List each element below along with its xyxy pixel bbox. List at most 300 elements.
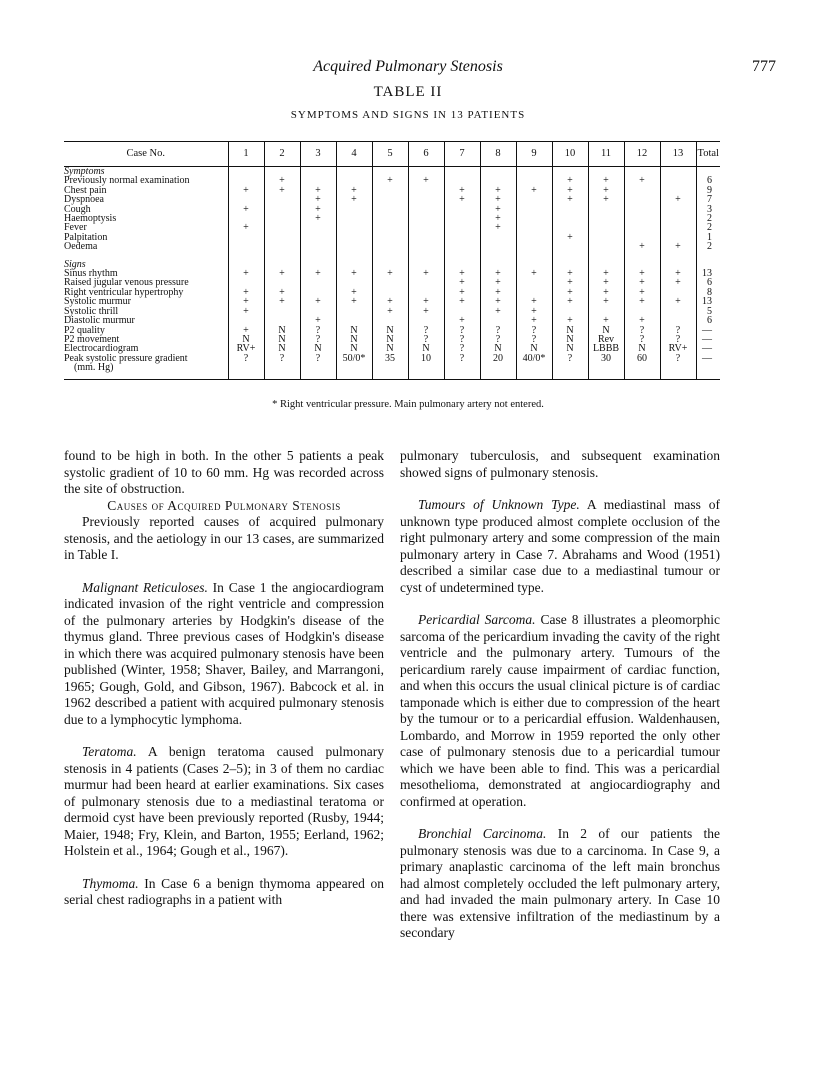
row-label-text: Oedema xyxy=(64,241,98,253)
table-title: TABLE II xyxy=(373,84,443,100)
table-cell xyxy=(588,205,624,214)
row-label-text: Previously normal examination xyxy=(64,175,190,187)
table-cell xyxy=(660,176,696,185)
row-label-text: Electrocardiogram xyxy=(64,343,139,355)
table-cell: + xyxy=(516,307,552,316)
table-cell: + xyxy=(408,297,444,306)
empty-cell xyxy=(228,252,264,260)
table-cell: + xyxy=(408,307,444,316)
table-row xyxy=(64,195,720,204)
table-header-row xyxy=(64,142,720,167)
paragraph xyxy=(64,744,384,860)
table-cell: + xyxy=(624,288,660,297)
table-cell: + xyxy=(552,195,588,204)
table-cell: + xyxy=(444,288,480,297)
empty-cell xyxy=(408,252,444,260)
empty-cell xyxy=(336,252,372,260)
table-cell xyxy=(228,242,264,251)
table-cell: + xyxy=(660,297,696,306)
table-cell xyxy=(408,214,444,223)
table-cell xyxy=(660,214,696,223)
table-cell: + xyxy=(264,297,300,306)
table-cell: N xyxy=(408,344,444,353)
table-cell: ? xyxy=(228,354,264,379)
table-cell: ? xyxy=(660,326,696,335)
table-cell: ? xyxy=(480,326,516,335)
table-cell: ? xyxy=(444,344,480,353)
table-cell xyxy=(408,233,444,242)
table-cell xyxy=(336,214,372,223)
table-cell: 10 xyxy=(408,354,444,379)
table-cell: + xyxy=(660,195,696,204)
table-cell: ? xyxy=(408,326,444,335)
table-cell xyxy=(372,223,408,232)
table-cell: N xyxy=(624,344,660,353)
total-cell: — xyxy=(696,326,720,335)
symptoms-signs-table xyxy=(64,141,720,380)
table-cell: N xyxy=(372,344,408,353)
table-cell xyxy=(372,242,408,251)
row-label-unit: (mm. Hg) xyxy=(74,362,114,374)
table-cell xyxy=(408,186,444,195)
row-label-text: Peak systolic pressure gradient xyxy=(64,352,188,364)
table-cell xyxy=(372,186,408,195)
table-cell xyxy=(516,242,552,251)
table-cell: ? xyxy=(660,335,696,344)
paragraph: Previously reported causes of acquired pulmonary stenosis, and the aetiology in our 13 cases, are summarized in Table I. xyxy=(64,514,384,562)
empty-cell xyxy=(552,252,588,260)
table-cell xyxy=(228,233,264,242)
table-cell: + xyxy=(264,269,300,278)
table-cell: + xyxy=(480,297,516,306)
empty-cell xyxy=(624,252,660,260)
table-cell xyxy=(372,205,408,214)
table-cell xyxy=(516,233,552,242)
paragraph-heading: Thymoma. xyxy=(82,875,139,891)
row-label-text: Fever xyxy=(64,222,87,234)
row-label-text: Dyspnoea xyxy=(64,194,104,206)
table-cell xyxy=(444,233,480,242)
table-cell: 20 xyxy=(480,354,516,379)
table-cell: + xyxy=(588,176,624,185)
table-cell xyxy=(552,205,588,214)
empty-cell xyxy=(64,252,228,260)
column-header: 8 xyxy=(480,142,516,167)
table-cell: + xyxy=(300,186,336,195)
table-cell: + xyxy=(516,297,552,306)
table-cell: + xyxy=(228,186,264,195)
table-cell: + xyxy=(228,205,264,214)
paragraph xyxy=(64,580,384,729)
paragraph-text: Case 8 illustrates a pleomorphic sarcoma of the pericardium invading the cavity of the right ventricle and the pulmonary artery. Tumours of the pericardium rarely cause impairment of cardiac function, and when this occurs the usual clinical picture is of cardiac tamponade which is either due to compression of the heart by the tumour or to a pericardial effusion. Waldenhausen, Lombardo, and Morrow in 1959 reported the only other case of pulmonary stenosis due to a pericardial tumour which we have been able to find. This was a pericardial mesothelioma, demonstrated at angiocardiography and confirmed at operation. xyxy=(400,612,721,809)
paragraph xyxy=(64,876,384,909)
table-cell: + xyxy=(228,223,264,232)
section-label: Symptoms xyxy=(64,166,105,177)
table-cell: + xyxy=(336,297,372,306)
table-cell xyxy=(444,205,480,214)
table-row xyxy=(64,214,720,223)
table-cell: N xyxy=(552,335,588,344)
total-cell: 8 xyxy=(696,288,720,297)
total-cell: 6 xyxy=(696,316,720,325)
row-label xyxy=(64,242,228,251)
table-cell: + xyxy=(372,307,408,316)
table-cell: ? xyxy=(660,354,696,379)
table-cell: + xyxy=(552,297,588,306)
column-header: 5 xyxy=(372,142,408,167)
table-cell xyxy=(264,242,300,251)
row-label-text: Systolic murmur xyxy=(64,296,131,308)
table-cell xyxy=(552,214,588,223)
table-cell: + xyxy=(552,176,588,185)
table-cell xyxy=(264,214,300,223)
table-cell xyxy=(408,278,444,287)
row-label-text: Systolic thrill xyxy=(64,305,119,317)
table-cell xyxy=(660,205,696,214)
table-cell: ? xyxy=(516,326,552,335)
empty-cell xyxy=(444,167,480,177)
table-row xyxy=(64,307,720,316)
table-row xyxy=(64,233,720,242)
row-label xyxy=(64,354,228,379)
table-cell xyxy=(624,195,660,204)
row-label-text: Haemoptysis xyxy=(64,213,117,225)
column-header: 2 xyxy=(264,142,300,167)
table-cell xyxy=(264,233,300,242)
column-header: 1 xyxy=(228,142,264,167)
table-cell: + xyxy=(552,288,588,297)
empty-cell xyxy=(300,167,336,177)
table-cell: RV+ xyxy=(228,344,264,353)
total-cell: 9 xyxy=(696,186,720,195)
table-cell: ? xyxy=(624,335,660,344)
table-row xyxy=(64,354,720,379)
table-cell: + xyxy=(300,214,336,223)
table-cell: + xyxy=(444,186,480,195)
paragraph xyxy=(400,497,720,596)
table-cell: 30 xyxy=(588,354,624,379)
paragraph-text: In 2 of our patients the pulmonary stenosis was due to a carcinoma. In Case 9, a primary anaplastic carcinoma of the left main bronchus had almost completely occluded the left pulmonary artery, and had invaded the main pulmonary artery. In Case 10 there was extensive infiltration of the mediastinum by a secondary xyxy=(400,826,720,940)
column-header: Total xyxy=(696,142,720,167)
page-number: 777 xyxy=(752,58,776,75)
paragraph-text: A mediastinal mass of unknown type produced almost complete occlusion of the right pulmonary artery and some compression of the main pulmonary artery in Case 7. Abrahams and Wood (1951) described a similar case due to a mediastinal tumour or cyst of undetermined type. xyxy=(400,497,720,595)
row-label xyxy=(64,214,228,223)
table-cell: ? xyxy=(408,335,444,344)
empty-cell xyxy=(300,252,336,260)
table-cell: 35 xyxy=(372,354,408,379)
table-cell xyxy=(624,205,660,214)
column-header: 11 xyxy=(588,142,624,167)
table-cell xyxy=(300,223,336,232)
table-cell: + xyxy=(552,278,588,287)
table-cell: + xyxy=(624,297,660,306)
table-cell: N xyxy=(552,344,588,353)
column-header-case-no: Case No. xyxy=(64,142,228,167)
empty-cell xyxy=(480,167,516,177)
total-cell: 3 xyxy=(696,205,720,214)
empty-cell xyxy=(372,252,408,260)
column-header: 6 xyxy=(408,142,444,167)
table-row xyxy=(64,223,720,232)
table-cell: ? xyxy=(552,354,588,379)
table-cell xyxy=(372,195,408,204)
table-cell: ? xyxy=(444,326,480,335)
table-cell: + xyxy=(588,195,624,204)
paragraph-heading: Tumours of Unknown Type. xyxy=(418,497,580,512)
table-cell: N xyxy=(588,326,624,335)
table-cell xyxy=(408,242,444,251)
paragraph-text: In Case 6 a benign thymoma appeared on serial chest radiographs in a patient with xyxy=(64,875,384,907)
table-cell xyxy=(516,278,552,287)
empty-cell xyxy=(444,252,480,260)
table-cell: + xyxy=(300,269,336,278)
table-cell xyxy=(444,242,480,251)
table-cell: 40/0* xyxy=(516,354,552,379)
table-cell: N xyxy=(264,326,300,335)
table-cell: N xyxy=(516,344,552,353)
table-cell: N xyxy=(372,326,408,335)
table-cell: + xyxy=(588,269,624,278)
table-cell xyxy=(264,223,300,232)
table-cell: N xyxy=(336,326,372,335)
table-cell: + xyxy=(588,288,624,297)
column-header: 10 xyxy=(552,142,588,167)
table-cell: N xyxy=(264,335,300,344)
empty-cell xyxy=(480,252,516,260)
table-cell: + xyxy=(480,223,516,232)
table-cell: + xyxy=(480,205,516,214)
row-label-text: P2 quality xyxy=(64,324,105,336)
total-cell: 5 xyxy=(696,307,720,316)
table-cell: + xyxy=(228,288,264,297)
table-cell: + xyxy=(552,316,588,325)
table-cell: N xyxy=(300,344,336,353)
total-cell: — xyxy=(696,354,720,379)
column-header: 13 xyxy=(660,142,696,167)
paragraph xyxy=(400,612,720,810)
table-cell xyxy=(408,195,444,204)
table-cell: + xyxy=(444,269,480,278)
table-cell xyxy=(336,223,372,232)
table-cell: + xyxy=(300,316,336,325)
table-cell xyxy=(516,195,552,204)
column-header: 9 xyxy=(516,142,552,167)
table-row xyxy=(64,242,720,251)
table-cell: + xyxy=(588,278,624,287)
table-cell: Rev xyxy=(588,335,624,344)
table-cell xyxy=(300,278,336,287)
row-label-text: Cough xyxy=(64,203,91,215)
empty-cell xyxy=(696,252,720,260)
column-header: 7 xyxy=(444,142,480,167)
table-cell: + xyxy=(372,176,408,185)
table-cell: + xyxy=(228,269,264,278)
table-cell: + xyxy=(516,269,552,278)
table-cell: 50/0* xyxy=(336,354,372,379)
empty-cell xyxy=(264,252,300,260)
table-cell: ? xyxy=(516,335,552,344)
column-header: 12 xyxy=(624,142,660,167)
total-cell: 6 xyxy=(696,176,720,185)
table-cell: + xyxy=(624,316,660,325)
table-cell xyxy=(516,214,552,223)
paragraph-heading: Pericardial Sarcoma. xyxy=(418,612,536,627)
table-cell: + xyxy=(228,326,264,335)
table-cell xyxy=(264,307,300,316)
empty-cell xyxy=(336,167,372,177)
table-cell: + xyxy=(660,278,696,287)
table-cell: + xyxy=(624,176,660,185)
table-cell xyxy=(444,223,480,232)
total-cell: 2 xyxy=(696,214,720,223)
table-cell: + xyxy=(480,214,516,223)
table-cell: ? xyxy=(264,354,300,379)
table-cell: + xyxy=(588,297,624,306)
total-cell: 13 xyxy=(696,297,720,306)
row-label-text: Diastolic murmur xyxy=(64,315,135,327)
table-cell: + xyxy=(480,195,516,204)
table-cell: N xyxy=(228,335,264,344)
table-cell: ? xyxy=(480,335,516,344)
table-cell xyxy=(552,242,588,251)
table-cell xyxy=(264,195,300,204)
paragraph-text: In Case 1 the angiocardiogram indicated invasion of the right ventricle and compression of the pulmonary arteries by Hodgkin's disease of the thymus gland. Three previous cases of Hodgkin's disease in which there was acquired pulmonary stenosis have been published (Winter, 1958; Shaver, Bailey, and Marrangoni, 1965; Gough, Gold, and Gibson, 1967). Babcock et al. in 1962 described a patient with acquired pulmonary stenosis due to a lymphocytic lymphoma. xyxy=(64,579,384,727)
table-cell: LBBB xyxy=(588,344,624,353)
table-cell xyxy=(588,223,624,232)
table-cell xyxy=(408,205,444,214)
table-cell: + xyxy=(444,316,480,325)
table-cell: + xyxy=(408,176,444,185)
table-cell: + xyxy=(444,278,480,287)
table-cell xyxy=(480,242,516,251)
table-cell: N xyxy=(372,335,408,344)
table-cell: N xyxy=(336,344,372,353)
table-cell: + xyxy=(660,242,696,251)
table-cell xyxy=(336,205,372,214)
section-heading: Causes of Acquired Pulmonary Stenosis xyxy=(107,497,341,513)
table-cell: + xyxy=(624,269,660,278)
table-cell xyxy=(624,223,660,232)
total-cell: 7 xyxy=(696,195,720,204)
table-cell xyxy=(372,278,408,287)
table-cell: + xyxy=(444,195,480,204)
empty-cell xyxy=(660,252,696,260)
table-cell: + xyxy=(336,195,372,204)
section-label: Signs xyxy=(64,258,86,270)
empty-cell xyxy=(516,252,552,260)
paragraph-text: A benign teratoma caused pulmonary stenosis in 4 patients (Cases 2–5); in 3 of them no cardiac murmur had been heard at earlier examinations. Six cases of pulmonary stenosis due to a mediastinal teratoma or dermoid cyst have been previously reported (Rusby, 1944; Maier, 1948; Fry, Klein, and Barton, 1955; Eerland, 1962; Holstein et al., 1964; Gough et al., 1967). xyxy=(64,744,384,858)
table-cell: + xyxy=(516,316,552,325)
total-cell: 13 xyxy=(696,269,720,278)
row-label-text: Palpitation xyxy=(64,231,108,243)
table-cell: + xyxy=(336,186,372,195)
paragraph xyxy=(400,826,720,942)
row-label-text: Sinus rhythm xyxy=(64,268,118,280)
table-cell: + xyxy=(624,242,660,251)
table-cell: ? xyxy=(444,354,480,379)
table-cell: + xyxy=(444,297,480,306)
column-header: 3 xyxy=(300,142,336,167)
table-cell: + xyxy=(480,278,516,287)
table-cell: + xyxy=(372,297,408,306)
table-cell: N xyxy=(480,344,516,353)
paragraph-heading: Teratoma. xyxy=(82,744,137,759)
running-title: Acquired Pulmonary Stenosis xyxy=(313,58,503,75)
right-column xyxy=(400,448,720,942)
table-cell: N xyxy=(336,335,372,344)
table-cell: + xyxy=(588,186,624,195)
table-cell: + xyxy=(300,195,336,204)
table-cell: ? xyxy=(300,354,336,379)
table-cell xyxy=(660,307,696,316)
table-row xyxy=(64,176,720,185)
table-cell xyxy=(336,242,372,251)
table-row xyxy=(64,205,720,214)
empty-cell xyxy=(660,167,696,177)
row-label-text: P2 movement xyxy=(64,333,120,345)
table-cell: + xyxy=(480,288,516,297)
table-cell: + xyxy=(480,269,516,278)
table-cell: + xyxy=(552,233,588,242)
table-cell: ? xyxy=(300,326,336,335)
table-cell xyxy=(300,242,336,251)
table-cell xyxy=(372,233,408,242)
table-cell: 60 xyxy=(624,354,660,379)
table-cell: + xyxy=(480,307,516,316)
table-cell: + xyxy=(552,186,588,195)
table-cell: + xyxy=(264,176,300,185)
empty-cell xyxy=(588,252,624,260)
paragraph-heading: Malignant Reticuloses. xyxy=(82,579,208,595)
empty-cell xyxy=(516,167,552,177)
table-cell: + xyxy=(336,269,372,278)
total-cell: 6 xyxy=(696,278,720,287)
total-cell: 1 xyxy=(696,233,720,242)
table-subtitle: SYMPTOMS AND SIGNS IN 13 PATIENTS xyxy=(290,109,526,121)
table-cell: N xyxy=(552,326,588,335)
column-header: 4 xyxy=(336,142,372,167)
table-cell xyxy=(336,307,372,316)
table-cell: + xyxy=(516,186,552,195)
table-cell xyxy=(516,205,552,214)
table-cell xyxy=(624,186,660,195)
table-cell: RV+ xyxy=(660,344,696,353)
table-cell xyxy=(336,233,372,242)
table-cell: + xyxy=(264,288,300,297)
table-row xyxy=(64,186,720,195)
table-cell: ? xyxy=(444,335,480,344)
table-cell: + xyxy=(264,186,300,195)
table-cell: ? xyxy=(300,335,336,344)
table-cell: + xyxy=(552,269,588,278)
table-cell: + xyxy=(228,307,264,316)
table-cell xyxy=(372,214,408,223)
table-cell: + xyxy=(624,278,660,287)
total-cell: — xyxy=(696,335,720,344)
table-cell: + xyxy=(588,316,624,325)
table-cell xyxy=(264,205,300,214)
table-cell: N xyxy=(264,344,300,353)
table-cell xyxy=(516,223,552,232)
paragraph-heading: Bronchial Carcinoma. xyxy=(418,826,547,841)
spacer-row xyxy=(64,252,720,260)
table-cell xyxy=(480,233,516,242)
table-cell xyxy=(624,214,660,223)
table-cell xyxy=(300,233,336,242)
table-cell: + xyxy=(228,297,264,306)
total-cell: — xyxy=(696,344,720,353)
table-cell: + xyxy=(300,205,336,214)
